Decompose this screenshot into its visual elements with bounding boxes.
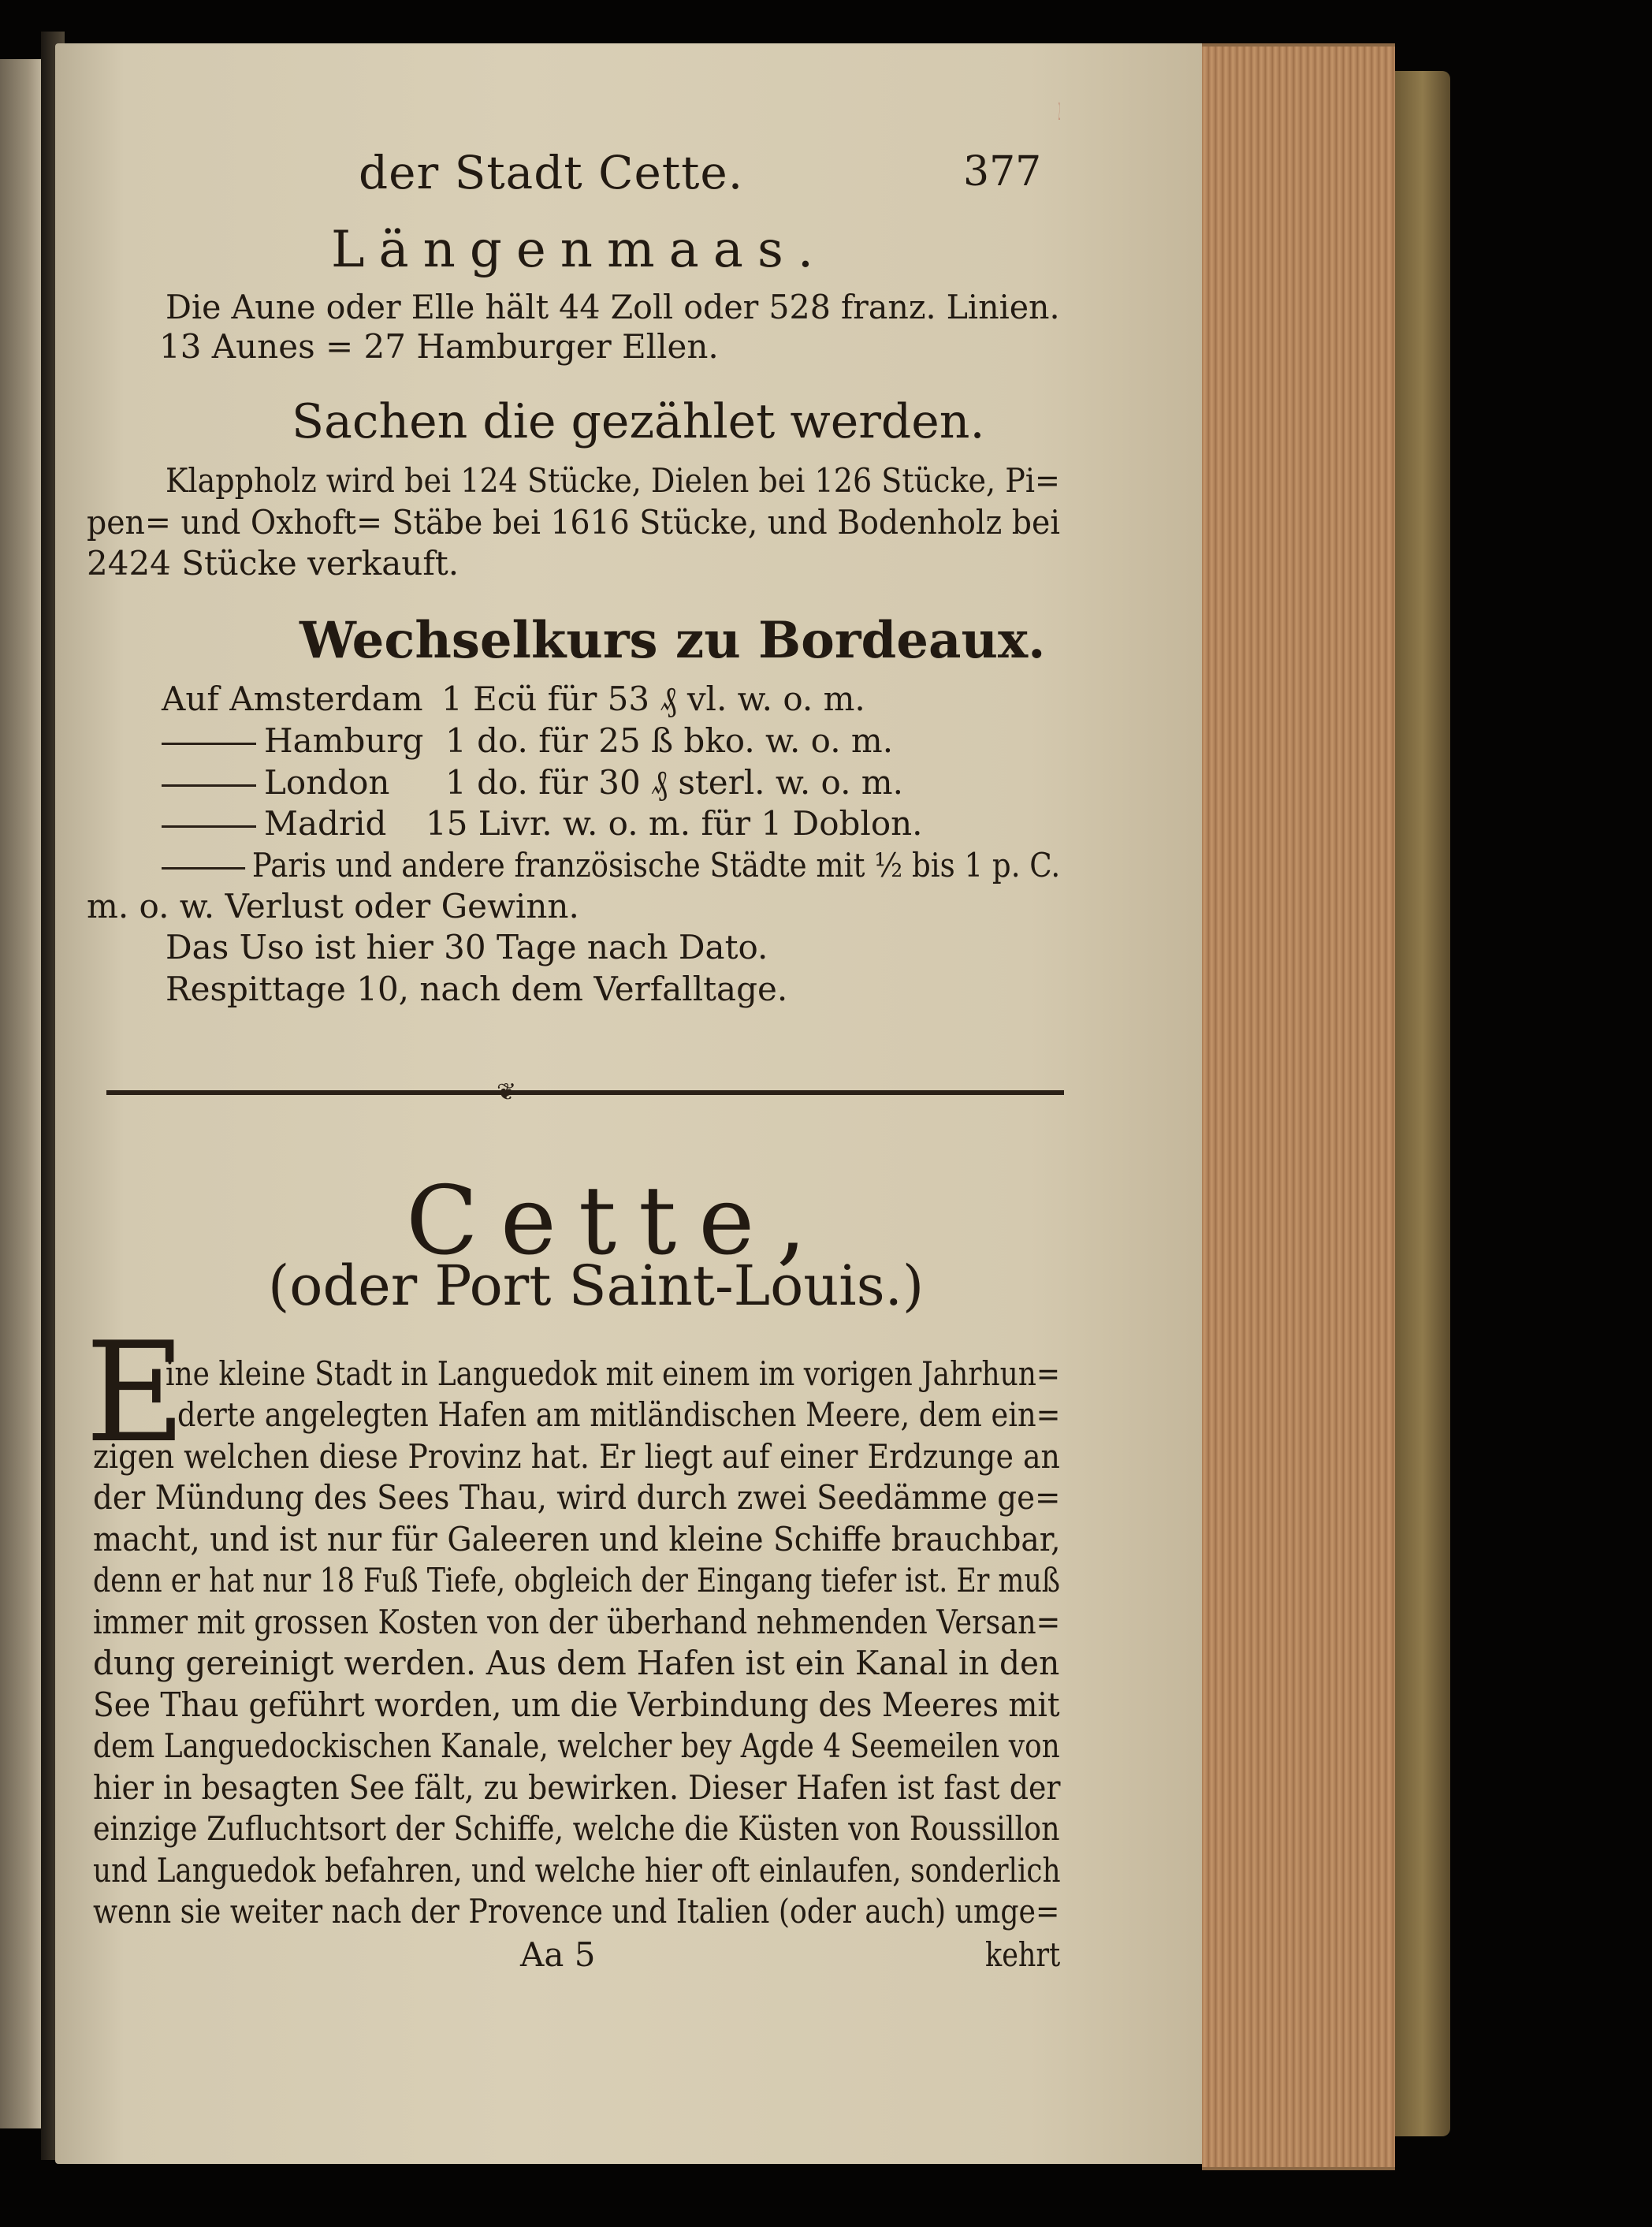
subheading-port-saint-louis: (oder Port Saint-Louis.) xyxy=(268,1253,925,1318)
drop-cap: E xyxy=(85,1313,186,1473)
text-line: 2424 Stücke verkauft. xyxy=(87,544,460,583)
ditto-dash xyxy=(162,867,245,870)
divider-ornament: ❦ xyxy=(497,1078,517,1106)
text-line: der Mündung des Sees Thau, wird durch zwei Seedämme ge= xyxy=(93,1478,1061,1517)
text-line: einzige Zufluchtsort der Schiffe, welche die Küsten von Roussillon xyxy=(93,1809,1060,1848)
text-line: Klappholz wird bei 124 Stücke, Dielen bei 126 Stücke, Pi= xyxy=(166,461,1060,500)
page-block-edges xyxy=(1202,43,1395,2170)
text-line: Respittage 10, nach dem Verfalltage. xyxy=(166,970,788,1008)
heading-laengenmaas: Längenmaas. xyxy=(331,221,828,279)
text-line: macht, und ist nur für Galeeren und kleine Schiffe brauchbar, xyxy=(93,1520,1061,1559)
running-title: der Stadt Cette. xyxy=(359,146,744,199)
text-line: hier in besagten See fält, zu bewirken. Dieser Hafen ist fast der xyxy=(93,1768,1061,1807)
text-line: zigen welchen diese Provinz hat. Er liegt auf einer Erdzunge an xyxy=(93,1437,1060,1476)
exchange-rate: 1 Ecü für 53 ₰ vl. w. o. m. xyxy=(441,680,865,718)
exchange-rate: 1 do. für 25 ß bko. w. o. m. xyxy=(445,721,894,760)
heading-sachen: Sachen die gezählet werden. xyxy=(292,394,985,449)
text-line: pen= und Oxhoft= Stäbe bei 1616 Stücke, und Bodenholz bei xyxy=(87,503,1060,542)
exchange-row xyxy=(162,804,386,843)
exchange-row xyxy=(162,846,1060,884)
text-line: denn er hat nur 18 Fuß Tiefe, obgleich der Eingang tiefer ist. Er muß xyxy=(93,1561,1061,1599)
text-line: dem Languedockischen Kanale, welcher bey Agde 4 Seemeilen von xyxy=(93,1726,1060,1765)
page-number: 377 xyxy=(963,148,1042,196)
text-line: 13 Aunes = 27 Hamburger Ellen. xyxy=(159,327,719,366)
text-line: ine kleine Stadt in Languedok mit einem im vorigen Jahrhun= xyxy=(166,1354,1061,1393)
signature-mark: Aa 5 xyxy=(520,1935,596,1974)
ditto-dash xyxy=(162,743,256,745)
text-line: Die Aune oder Elle hält 44 Zoll oder 528 franz. Linien. xyxy=(166,288,1060,326)
text-line: immer mit grossen Kosten von der überhand nehmenden Versan= xyxy=(93,1603,1061,1641)
catchword: kehrt xyxy=(985,1935,1061,1974)
text-line: m. o. w. Verlust oder Gewinn. xyxy=(87,887,579,925)
text-line: und Languedok befahren, und welche hier oft einlaufen, sonderlich xyxy=(93,1851,1061,1890)
exchange-place: Hamburg xyxy=(264,721,424,760)
text-line: derte angelegten Hafen am mitländischen Meere, dem ein= xyxy=(177,1395,1061,1434)
book-cover xyxy=(1395,71,1450,2136)
exchange-place: London xyxy=(264,763,390,802)
exchange-rate: 15 Livr. w. o. m. für 1 Doblon. xyxy=(426,804,923,843)
text-line: wenn sie weiter nach der Provence und Italien (oder auch) umge= xyxy=(93,1892,1060,1931)
exchange-row xyxy=(162,763,389,802)
heading-wechselkurs: Wechselkurs zu Bordeaux. xyxy=(300,611,1046,670)
paris-line: Paris und andere französische Städte mit ½ bis 1 p. C. xyxy=(251,846,1061,884)
text-line: See Thau geführt worden, um die Verbindung des Meeres mit xyxy=(93,1685,1060,1724)
pencil-mark: 2 xyxy=(1059,99,1061,126)
exchange-row xyxy=(162,721,423,760)
heading-cette: Cette, xyxy=(406,1167,829,1276)
section-divider xyxy=(106,1090,1064,1095)
ditto-dash xyxy=(162,825,256,828)
text-line: dung gereinigt werden. Aus dem Hafen ist ein Kanal in den xyxy=(93,1644,1060,1682)
left-page-edge xyxy=(0,59,46,2128)
ditto-dash xyxy=(162,784,256,787)
exchange-place: Madrid xyxy=(264,804,387,843)
text-line: Das Uso ist hier 30 Tage nach Dato. xyxy=(166,928,768,966)
exchange-rate: 1 do. für 30 ₰ sterl. w. o. m. xyxy=(445,763,903,802)
exchange-place: Auf Amsterdam xyxy=(162,680,423,718)
